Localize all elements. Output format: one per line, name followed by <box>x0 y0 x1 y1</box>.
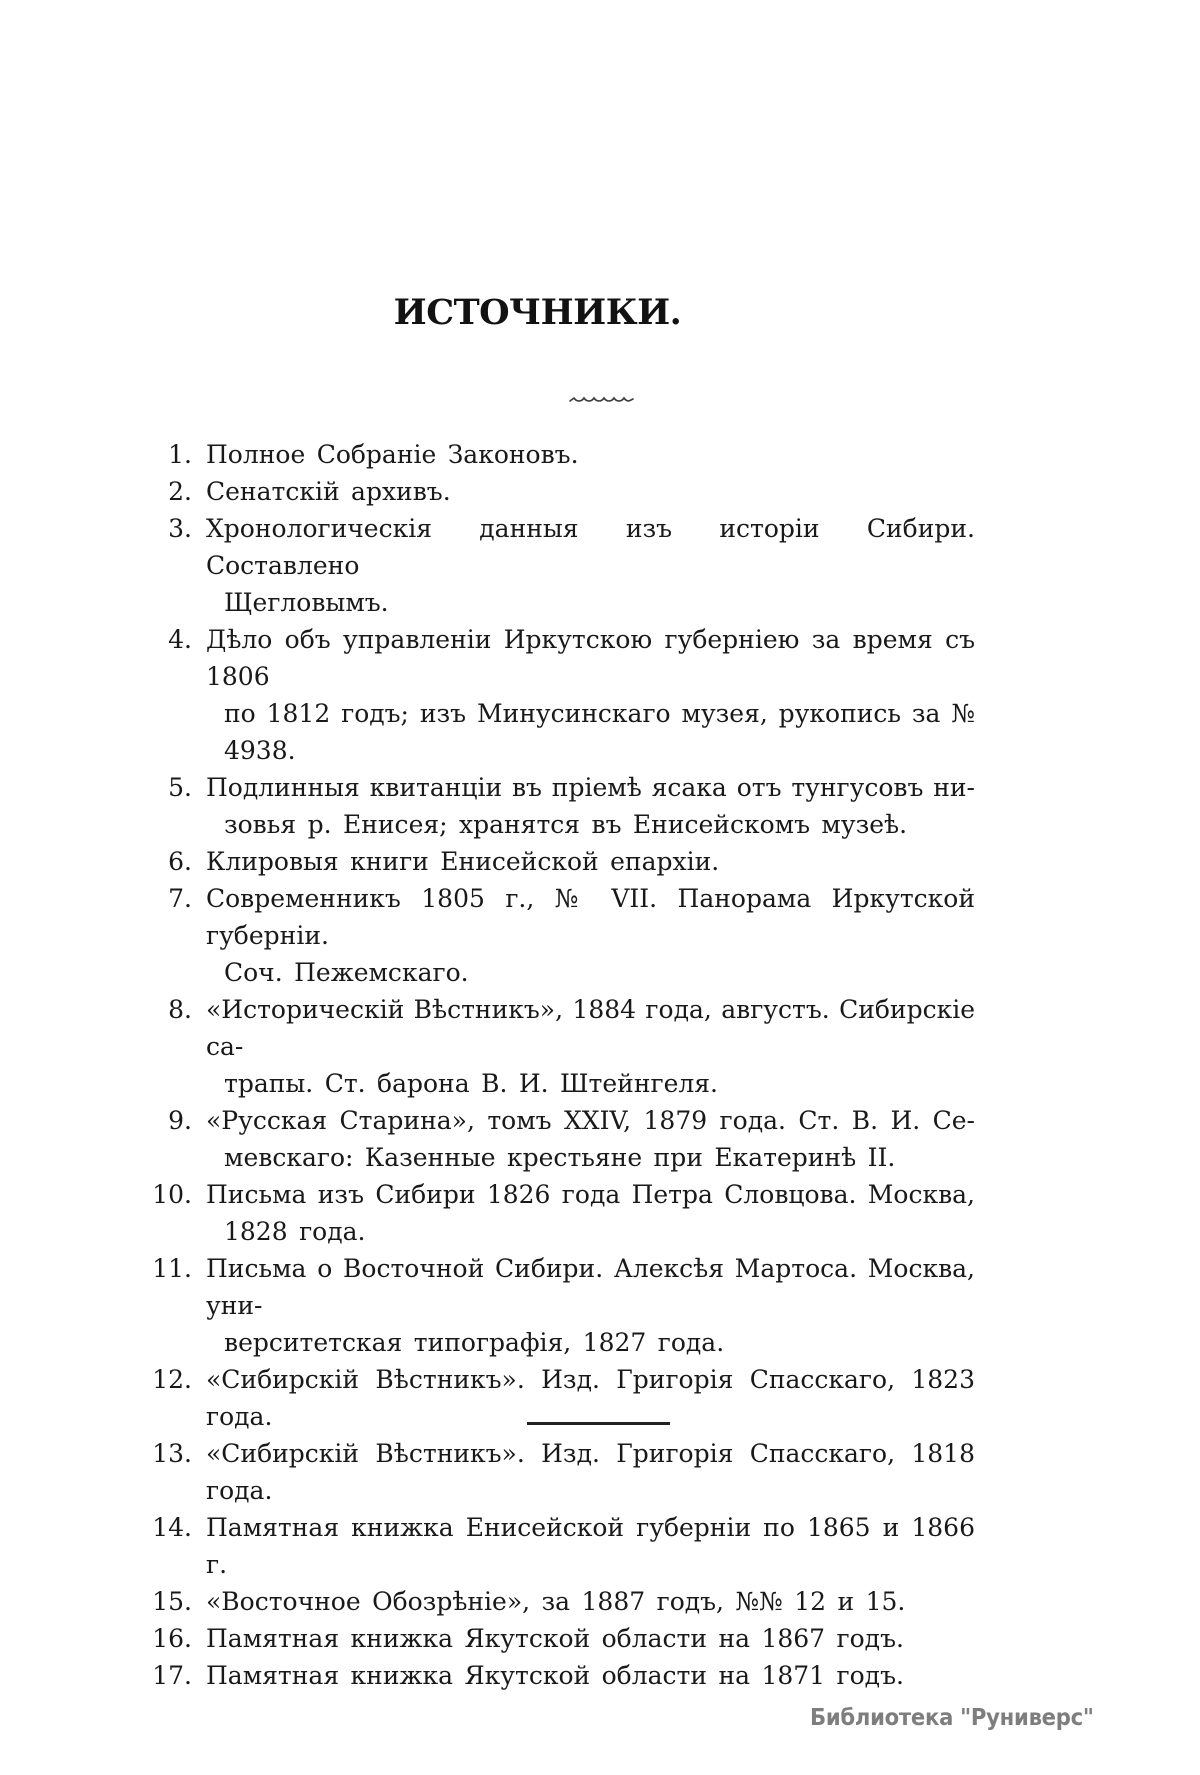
source-item <box>140 1583 975 1620</box>
item-number: 5. <box>168 773 192 802</box>
item-text-line: Памятная книжка Якутской области на 1871 годъ. <box>206 1661 904 1690</box>
item-text-line: Хронологическія данныя изъ исторіи Сибири. Составлено <box>206 514 975 580</box>
source-item <box>140 510 975 621</box>
item-text-line: 1828 года. <box>224 1217 366 1246</box>
item-number: 10. <box>152 1180 192 1209</box>
item-text-line: Письма изъ Сибири 1826 года Петра Словцова. Москва, <box>206 1180 975 1209</box>
source-item <box>140 1509 975 1583</box>
item-number: 9. <box>168 1106 192 1135</box>
item-number: 16. <box>152 1624 192 1653</box>
item-text-line: Подлинныя квитанціи въ пріемѣ ясака отъ тунгусовъ ни- <box>206 773 975 802</box>
page-title: ИСТОЧНИКИ. <box>393 292 682 333</box>
source-item <box>140 1657 975 1694</box>
source-item <box>140 621 975 769</box>
item-text-line: «Историческій Вѣстникъ», 1884 года, августъ. Сибирскіе са- <box>206 995 975 1061</box>
footer-divider <box>527 1422 670 1425</box>
item-text-line: Памятная книжка Енисейской губерніи по 1865 и 1866 г. <box>206 1513 975 1579</box>
item-number: 6. <box>168 847 192 876</box>
source-item <box>140 473 975 510</box>
item-number: 1. <box>168 440 192 469</box>
item-number: 15. <box>152 1587 192 1616</box>
item-text-line: Полное Собраніе Законовъ. <box>206 440 579 469</box>
item-text-line: «Восточное Обозрѣніе», за 1887 годъ, №№ 12 и 15. <box>206 1587 906 1616</box>
item-text-line: Письма о Восточной Сибири. Алексѣя Мартоса. Москва, уни- <box>206 1254 975 1320</box>
item-number: 13. <box>152 1439 192 1468</box>
item-text-line: «Русская Старина», томъ XXIV, 1879 года. Ст. В. И. Се- <box>206 1106 975 1135</box>
item-text-line: верситетская типографія, 1827 года. <box>224 1328 725 1357</box>
item-text-line: по 1812 годъ; изъ Минусинскаго музея, рукопись за № 4938. <box>224 699 975 765</box>
item-text-line: зовья р. Енисея; хранятся въ Енисейскомъ музеѣ. <box>224 810 908 839</box>
source-item <box>140 1620 975 1657</box>
item-number: 3. <box>168 514 192 543</box>
item-number: 2. <box>168 477 192 506</box>
item-text-line: Щегловымъ. <box>224 588 389 617</box>
item-text-line: «Сибирскій Вѣстникъ». Изд. Григорія Спасскаго, 1818 года. <box>206 1439 975 1505</box>
item-text-line: мевскаго: Казенные крестьяне при Екатеринѣ II. <box>224 1143 896 1172</box>
sources-list <box>140 436 975 1694</box>
item-number: 11. <box>152 1254 192 1283</box>
item-text-line: «Сибирскій Вѣстникъ». Изд. Григорія Спасскаго, 1823 года. <box>206 1365 975 1431</box>
source-item <box>140 1435 975 1509</box>
item-number: 4. <box>168 625 192 654</box>
item-number: 17. <box>152 1661 192 1690</box>
source-item <box>140 1250 975 1361</box>
item-text-line: Современникъ 1805 г., № VII. Панорама Иркутской губерніи. <box>206 884 975 950</box>
item-text-line: трапы. Ст. барона В. И. Штейнгеля. <box>224 1069 719 1098</box>
item-text-line: Дѣло объ управленіи Иркутскою губерніею за время съ 1806 <box>206 625 975 691</box>
item-text-line: Сенатскій архивъ. <box>206 477 451 506</box>
source-item <box>140 769 975 843</box>
runivers-watermark: Библиотека "Руниверс" <box>810 1705 1094 1731</box>
item-number: 14. <box>152 1513 192 1542</box>
item-number: 7. <box>168 884 192 913</box>
source-item <box>140 991 975 1102</box>
source-item <box>140 1176 975 1250</box>
item-number: 8. <box>168 995 192 1024</box>
source-item <box>140 880 975 991</box>
item-number: 12. <box>152 1365 192 1394</box>
squiggle-divider-icon <box>568 394 640 408</box>
source-item <box>140 436 975 473</box>
item-text-line: Соч. Пежемскаго. <box>224 958 469 987</box>
source-item <box>140 843 975 880</box>
source-item <box>140 1102 975 1176</box>
item-text-line: Клировыя книги Енисейской епархіи. <box>206 847 720 876</box>
item-text-line: Памятная книжка Якутской области на 1867 годъ. <box>206 1624 904 1653</box>
